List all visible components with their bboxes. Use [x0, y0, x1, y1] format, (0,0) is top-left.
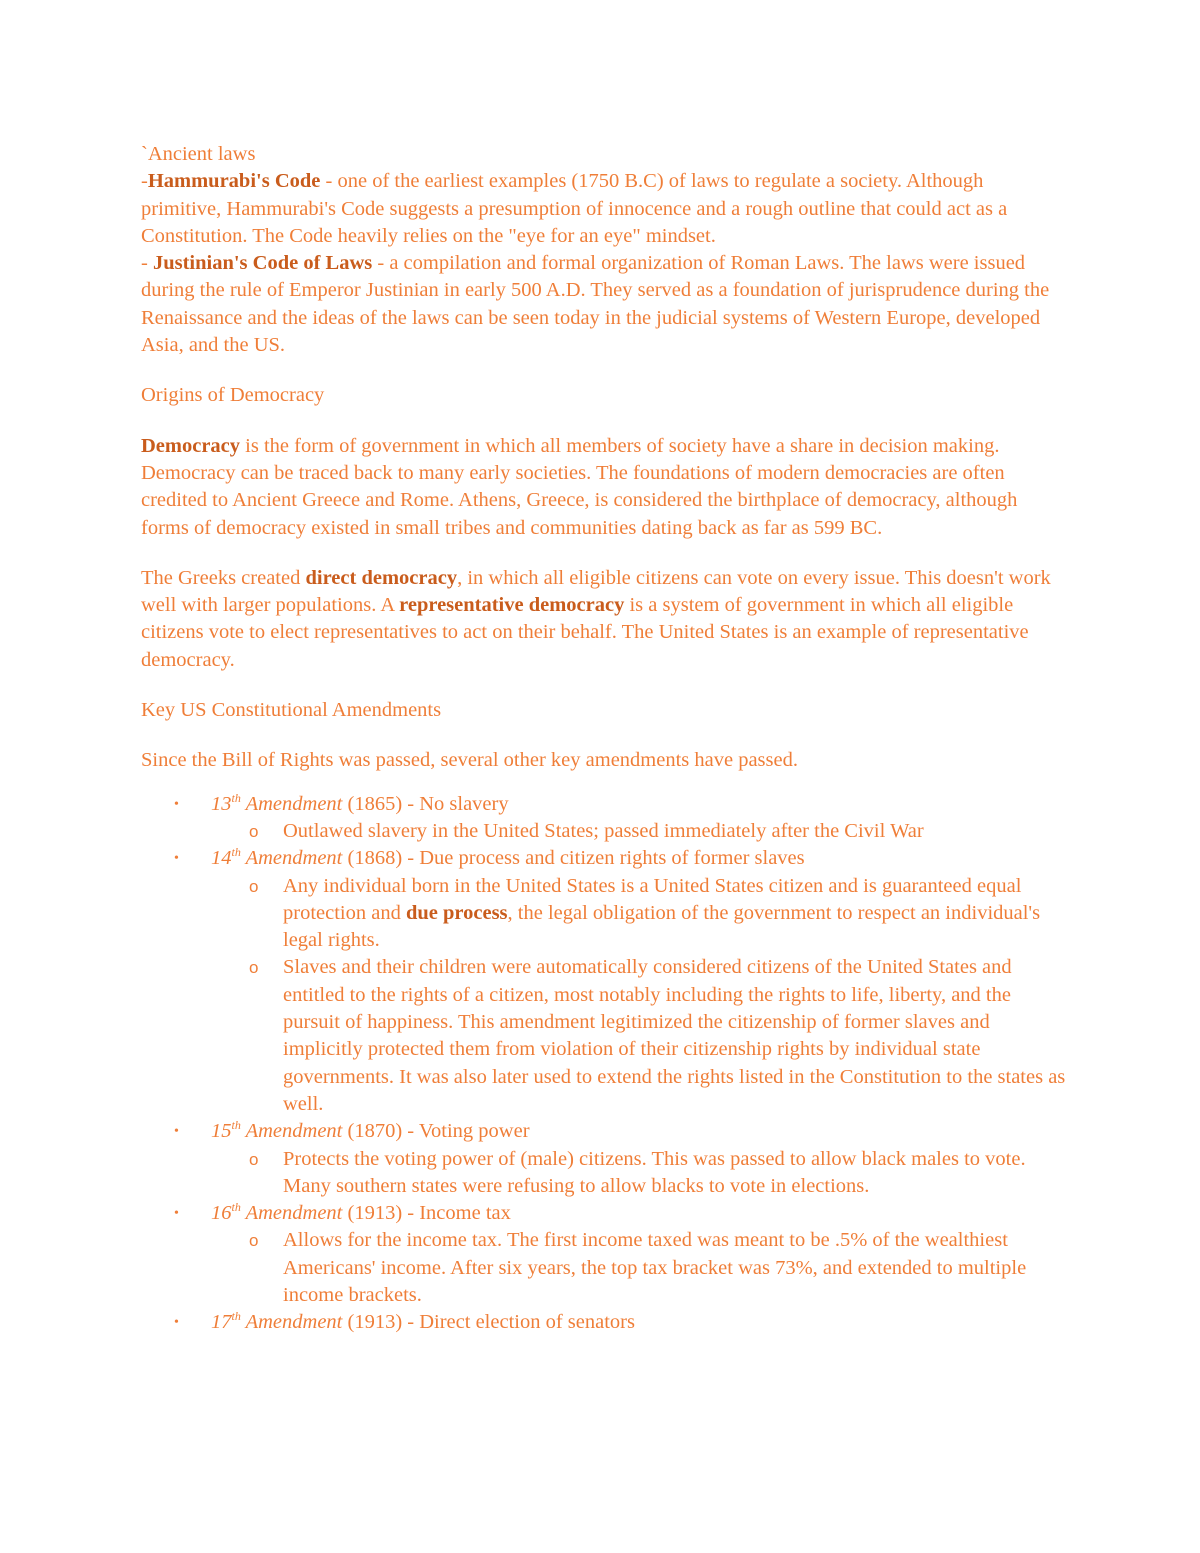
ancient-laws-heading: `Ancient laws [141, 143, 256, 165]
sub-bullet-icon: o [249, 821, 259, 841]
amendment-17-desc: (1913) - Direct election of senators [342, 1311, 635, 1334]
amendment-14-desc: (1868) - Due process and citizen rights of former slaves [342, 847, 805, 870]
amendment-16-title [211, 1202, 342, 1224]
document-page [141, 141, 1066, 1337]
amendment-14-detail-2 [211, 954, 1066, 1118]
amendment-16-ordinal: th [231, 1200, 241, 1215]
amendment-14-detail-1-text-a: Any individual born in the United States is a United States citizen and is guaranteed equal protection and [283, 874, 1022, 924]
amendment-14-detail-1 [211, 873, 1066, 955]
amendment-16-detail-1-text: Allows for the income tax. The first income taxed was meant to be .5% of the wealthiest Americans' income. After six years, the top tax bracket was 73%, and extended to multiple income brackets. [283, 1229, 1027, 1306]
amendment-14-label: Amendment [240, 847, 343, 870]
amendment-17-item [141, 1309, 1066, 1336]
justinian-paragraph [141, 250, 1066, 359]
amendment-13-details [211, 818, 1066, 845]
bullet-icon: • [174, 1124, 179, 1140]
amendment-13-label: Amendment [240, 792, 343, 815]
amendment-16-details [211, 1227, 1066, 1309]
amendment-14-number: 14 [211, 847, 232, 870]
sub-bullet-icon: o [249, 876, 259, 896]
amendment-17-label: Amendment [240, 1311, 343, 1334]
hammurabi-text: - one of the earliest examples (1750 B.C) of laws to regulate a society. Although primitive, Hammurabi's Code suggests a presumption of innocence and a rough outline that could act as a Constitution. The Code heavily relies on the "eye for an eye" mindset. [141, 170, 1008, 247]
amendment-15-desc: (1870) - Voting power [342, 1120, 530, 1143]
amendment-16-number: 16 [211, 1202, 232, 1225]
hammurabi-paragraph [141, 168, 1066, 250]
amendment-14-detail-1-text-b: , the legal obligation of the government to respect an individual's legal rights. [283, 901, 1041, 952]
democracy-paragraph-2 [141, 565, 1066, 674]
amendment-13-item [141, 791, 1066, 846]
amendment-15-number: 15 [211, 1120, 232, 1143]
amendment-16-detail-1 [211, 1227, 1066, 1309]
amendment-16-label: Amendment [240, 1202, 343, 1225]
amendment-15-title [211, 1120, 342, 1142]
amendment-16-item [141, 1200, 1066, 1309]
democracy-p2-b: , in which all eligible citizens can vote on every issue. This doesn't work well with larger populations. A [141, 566, 1051, 617]
bullet-icon: • [174, 1206, 179, 1222]
amendment-13-title [211, 790, 343, 815]
amendment-13-desc: (1865) - No slavery [342, 792, 509, 815]
amendment-17-number: 17 [211, 1311, 232, 1334]
amendment-17-ordinal: th [231, 1309, 241, 1324]
amendment-14-ordinal: th [231, 845, 241, 860]
bullet-icon: • [174, 1315, 179, 1331]
democracy-paragraph-1 [141, 433, 1066, 542]
amendments-intro: Since the Bill of Rights was passed, several other key amendments have passed. [141, 749, 798, 772]
amendment-15-detail-1-text: Protects the voting power of (male) citizens. This was passed to allow black males to vote. Many southern states were refusing to allow blacks to vote in elections. [283, 1147, 1026, 1197]
hammurabi-term: Hammurabi's Code [147, 170, 321, 193]
amendment-14-details [211, 873, 1066, 1119]
amendments-list [141, 791, 1066, 1337]
amendment-15-details [211, 1146, 1066, 1201]
sub-bullet-icon: o [249, 958, 259, 978]
due-process-term: due process [405, 901, 508, 924]
bullet-icon: • [174, 796, 179, 812]
amendment-14-detail-2-text: Slaves and their children were automatically considered citizens of the United States and entitled to the rights of a citizen, most notably including the rights to life, liberty, and the pursuit of happiness. This amendment legitimized the citizenship of former slaves and implicitly protected them from violation of their citizenship rights by individual state governments. It was also later used to extend the rights listed in the Constitution to the states as well. [283, 956, 1066, 1115]
bullet-icon: • [174, 851, 179, 867]
hammurabi-prefix: - [141, 170, 148, 193]
justinian-prefix: - [141, 252, 153, 275]
amendments-heading: Key US Constitutional Amendments [141, 699, 442, 722]
democracy-heading: Origins of Democracy [141, 384, 325, 407]
amendment-14-item [141, 845, 1066, 1118]
democracy-p2-c: is a system of government in which all eligible citizens vote to elect representatives to act on their behalf. The United States is an example of representative democracy. [141, 594, 1029, 671]
amendment-17-title [211, 1311, 342, 1333]
amendment-13-detail-1-text: Outlawed slavery in the United States; passed immediately after the Civil War [283, 819, 924, 842]
direct-democracy-term: direct democracy [305, 566, 458, 589]
amendment-13-ordinal: th [231, 790, 241, 805]
amendment-15-item [141, 1118, 1066, 1200]
amendment-15-ordinal: th [231, 1118, 241, 1133]
sub-bullet-icon: o [249, 1231, 259, 1251]
amendment-13-number: 13 [211, 792, 232, 815]
democracy-p2-a: The Greeks created [141, 566, 306, 589]
amendment-16-desc: (1913) - Income tax [342, 1202, 511, 1225]
representative-democracy-term: representative democracy [399, 594, 625, 617]
justinian-text: - a compilation and formal organization of Roman Laws. The laws were issued during the rule of Emperor Justinian in early 500 A.D. They served as a foundation of jurisprudence during the Renaissance and the ideas of the laws can be seen today in the judicial systems of Western Europe, developed Asia, and the US. [141, 252, 1050, 357]
amendment-15-label: Amendment [240, 1120, 343, 1143]
justinian-term: Justinian's Code of Laws [152, 252, 373, 275]
democracy-p1-text: is the form of government in which all members of society have a share in decision making. Democracy can be traced back to many early societies. The foundations of modern democracies are often credited to Ancient Greece and Rome. Athens, Greece, is considered the birthplace of democracy, although forms of democracy existed in small tribes and communities dating back as far as 599 BC. [141, 434, 1018, 539]
amendment-13-detail-1 [211, 818, 1066, 845]
amendment-14-title [211, 847, 342, 869]
amendment-15-detail-1 [211, 1146, 1066, 1201]
democracy-term: Democracy [141, 434, 241, 457]
sub-bullet-icon: o [249, 1149, 259, 1169]
